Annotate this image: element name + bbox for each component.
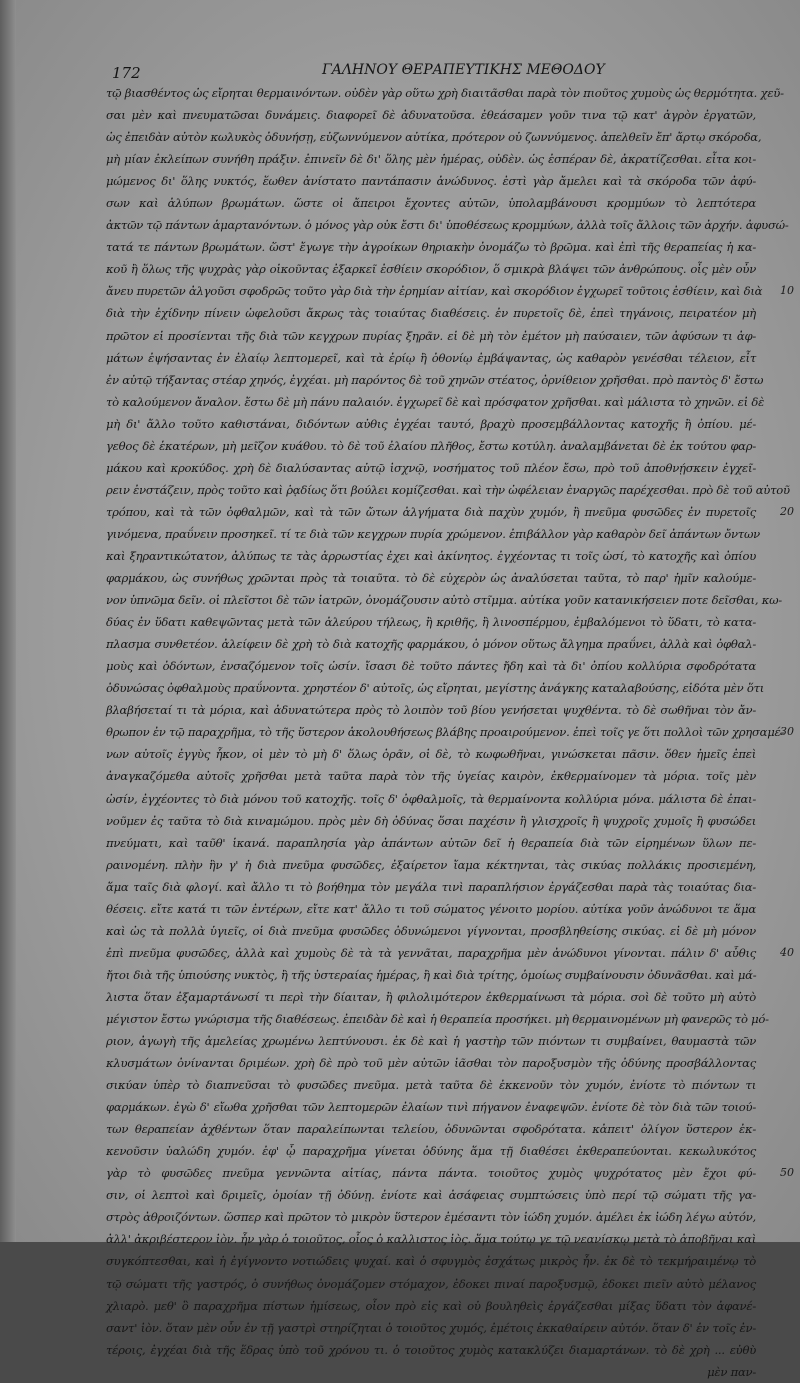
text-line: μάκου καὶ κροκύδος. χρὴ δὲ διαλύσαντας αὐτῷ ἰσχνῷ, νοσήματος τοῦ πλέον ἔσω, πρὸ τοῦ ἀποθνῄσκειν ἐγχεῖ- — [106, 460, 756, 475]
text-line: νον ὑπνῶμα δεῖν. οἱ πλεῖστοι δὲ τῶν ἰατρῶν, ὀνομάζουσιν αὐτὸ στῖμμα. αὐτίκα γοῦν κατανικήσειεν ποτε δεῖσθαι, κω- — [106, 593, 782, 608]
text-line: μοὺς καὶ ὀδόντων, ἐνσαζόμενον τοῖς ὠσίν. ἴσασι δὲ τοῦτο πάντες ἤδη καὶ τὰ δι' ὀπίου κολλύρια σφοδρότατα — [106, 659, 756, 674]
text-line: χλιαρὸ. μεθ' ὃ παραχρῆμα πίστων ἡμίσεως, οἷον πρὸ εἰς καὶ οὐ βουληθεὶς ἐργάζεσθαι μίξας ὕδατι τὸν ἀφανέ- — [106, 1298, 756, 1313]
text-line: φαρμάκου, ὡς συνήθως χρῶνται πρὸς τὰ τοιαῦτα. τὸ δὲ εὐχερὸν ὡς ἀναλύσεται ταῦτα, τὸ παρ' ἡμῖν καλούμε- — [106, 571, 756, 586]
text-line: πρῶτον εἰ προσίενται τῆς διὰ τῶν κεγχρων πυρίας ξηρᾶν. εἰ δὲ μὴ τὸν ἐμέτον μὴ παύσαιεν, τῶν ἀφύσων τι ἀφ- — [106, 328, 756, 343]
text-line: ἅμα ταῖς διὰ φλογί. καὶ ἄλλο τι τὸ βοήθημα τὸν μεγάλα τινὶ παραπλήσιον ἐργάζεσθαι παρὰ τὰς τοιαύτας δια- — [106, 879, 756, 894]
text-line: καὶ ξηραντικώτατον, ἀλύπως τε τὰς ἀρρωστίας ἐχει καὶ ἀκίνητος. ἐγχέοντας τι τοῖς ὠσί, τὸ κατοχῆς καὶ ὀπίου — [106, 548, 756, 563]
text-line: μέγιστον ἔστω γνώρισμα τῆς διαθέσεως. ἐπειδὰν δὲ καὶ ἡ θεραπεία προσήκει. μὴ θερμαινομένων μὴ φανερῶς τὸ μό- — [106, 1011, 769, 1026]
text-line: κλυσμάτων ὀνίνανται δριμέων. χρὴ δὲ πρὸ τοῦ μὲν αὐτῶν ἰᾶσθαι τὸν παροξυσμὸν τῆς ὀδύνης προσβάλλοντας — [106, 1056, 756, 1071]
text-line: γεθος δὲ ἑκατέρων, μὴ μεῖζον κυάθου. τὸ δὲ τοῦ ἐλαίου πλῆθος, ἔστω κοτύλη. ἀναλαμβάνεται δὲ ἐκ τούτου φαρ- — [106, 438, 756, 453]
text-line: σιν, οἱ λεπτοὶ καὶ δριμεῖς, ὁμοίαν τῇ ὀδύνῃ. ἐνίοτε καὶ ἀσάφειας συμπτώσεις ὑπὸ περί τῷ σώματι τῆς γα- — [106, 1188, 756, 1203]
page-number: 172 — [112, 64, 141, 82]
text-line: ραινομένη. πλὴν ἣν γ' ἡ διὰ πνεῦμα φυσῶδες, ἐξαίρετον ἴαμα κέκτηνται, τὰς σικύας πολλάκις προσιεμένη, — [106, 857, 756, 872]
text-line: τὸ καλούμενον ἄναλον. ἔστω δὲ μὴ πάνυ παλαιόν. ἐγχωρεῖ δὲ καὶ πρόσφατον χρῆσθαι. καὶ μάλιστα τὸ χηνῶν. εἰ δὲ — [106, 394, 765, 409]
text-line: μὴ δι' ἄλλο τοῦτο καθιστάναι, διδόντων αὐθις ἐγχέαι ταυτό, βραχὺ προσεμβάλλοντας κατοχῆς ἢ ὀπίου. μέ- — [106, 416, 756, 431]
text-line: κοῦ ἢ ὅλως τῆς ψυχρὰς γὰρ οἰκοῦντας ἐξαρκεῖ ἐσθίειν σκορόδιον, ὅ σμικρὰ βλάψει τῶν ἀνθρώπους. οἷς μὲν οὖν — [106, 262, 756, 277]
text-line: γὰρ τὸ φυσῶδες πνεῦμα γεννῶντα αἰτίας, πάντα πάντα. τοιοῦτος χυμὸς ψυχρότατος μὲν ἔχοι φύ- — [106, 1166, 756, 1181]
text-line: νοῦμεν ἐς ταῦτα τὸ διὰ κιναμώμου. πρὸς μὲν δὴ ὀδύνας ὅσαι παχέσιν ἢ γλισχροῖς ἢ ψυχροῖς χυμοῖς ἢ φυσώδει — [106, 813, 756, 828]
text-line: ὡς ἐπειδὰν αὐτὸν κωλυκὸς ὀδυνήσῃ, εὐζωννύμενον αὐτίκα, πρότερον οὐ ζωννύμενος. ἀπελθεῖν ἔπ' ἄρτῳ σκόροδα, — [106, 130, 762, 145]
margin-line-number: 40 — [780, 945, 794, 959]
text-line: τῷ σώματι τῆς γαστρός, ὁ συνήθως ὀνομάζομεν στόμαχον, ἐδοκει πιναί παροξυσμῷ, ἐδοκει πιεῖν αὐτὸ μέλανος — [106, 1276, 756, 1291]
text-line: δύας ἐν ὕδατι καθεψῶντας μετὰ τῶν ἀλεύρου τήλεως, ἢ κριθῆς, ἢ λινοσπέρμου, ἐμβαλόμενοι τὸ ὕδατι, τὸ κατα- — [106, 615, 756, 630]
text-line: των θεραπείαν ἀχθέντων ὅταν παραλείπωνται τελείου, ὀδυνῶνται σφοδρότατα. κἀπειτ' ὀλίγον ὕστερον ἐκ- — [106, 1122, 756, 1137]
margin-line-number: 30 — [780, 725, 794, 739]
text-line: ὀδυνώσας ὀφθαλμοὺς πραΰνοντα. χρηστέον δ' αὐτοῖς, ὡς εἴρηται, μεγίστης ἀνάγκης καταλαβούσης, εἰδότα μὲν ὅτι — [106, 681, 765, 696]
text-line: τρόπου, καὶ τὰ τῶν ὀφθαλμῶν, καὶ τὰ τῶν ὤτων ἀλγήματα διὰ παχὺν χυμόν, ἢ πνεῦμα φυσῶδες ἐν πυρετοῖς — [106, 504, 756, 519]
text-line: πλασμα συνθετέον. ἀλείφειν δὲ χρὴ τὸ διὰ κατοχῆς φαρμάκου, ὁ μόνον οὕτως ἄλγημα πραΰνει, ἀλλὰ καὶ ὀφθαλ- — [106, 637, 756, 652]
text-line: γινόμενα, πραΰνειν προσηκεῖ. τί τε διὰ τῶν κεγχρων πυρία χρώμενον. ἐπιβάλλον γὰρ καθαρὸν δεῖ ἀπάντων ὄντων — [106, 526, 760, 541]
text-line: θρωπον ἐν τῷ παραχρῆμα, τὸ τῆς ὕστερον ἀκολουθήσεως βλάβης προαιρούμενον. ἐπεὶ τοῖς γε ὅτι πολλοὶ τῶν χρησαμέ- — [106, 725, 785, 740]
text-line: σικύαν ὑπὲρ τὸ διαπνεῦσαι τὸ φυσῶδες πνεῦμα. μετὰ ταῦτα δὲ ἐκκενοῦν τὸν χυμόν, ἐνίοτε τὸ πιόντων τι — [106, 1078, 756, 1093]
text-line: ὠσίν, ἐγχέοντες τὸ διὰ μόνου τοῦ κατοχῆς. τοῖς δ' ὀφθαλμοῖς, τὰ θερμαίνοντα κολλύρια μόνα. μάλιστα δὲ ἐπαι- — [106, 791, 756, 806]
text-line: ἀκτῶν τῷ πάντων ἁμαρτανόντων. ὁ μόνος γὰρ οὐκ ἔστι δι' ὑποθέσεως κρομμύων, ἀλλὰ τοῖς ἄλλοις τῶν ἀρχήν. ἀφυσώ- — [106, 218, 789, 233]
text-line: ἐν αὐτῷ τήξαντας στέαρ χηνός, ἐγχέαι. μὴ παρόντος δὲ τοῦ χηνῶν στέατος, ὀρνίθειον χρῆσθαι. πρὸ παντὸς δ' ἔστω — [106, 372, 764, 387]
text-line: διὰ τὴν ἐχίδνην πίνειν ὠφελοῦσι ἄκρως τὰς τοιαύτας διαθέσεις. ἐν πυρετοῖς δὲ, ἐπεὶ τηγάνοις, πειρατέον μὴ — [106, 306, 756, 321]
text-line: σαι μὲν καὶ πνευματῶσαι δυνάμεις. διαφορεῖ δὲ ἀδυνατοῦσα. ἐθεάσαμεν γοῦν τινα τῷ κατ' ἀγρὸν ἐργατῶν, — [106, 108, 756, 123]
text-line: μάτων ἐψήσαντας ἐν ἐλαίῳ λεπτομερεῖ, καὶ τὰ ἐρίῳ ἢ ὀθονίῳ ἐμβάψαντας, ὡς καθαρὸν γενέσθαι τέλειον, εἶτ — [106, 350, 756, 365]
text-line: τέροις, ἐγχέαι διὰ τῆς ἕδρας ὑπὸ τοῦ χρόνου τι. ὁ τοιοῦτος χυμὸς κατακλύζει διαμαρτάνων. τὸ δὲ χρὴ ... εὐθὺ — [106, 1342, 756, 1357]
text-line: ρειν ἐνστάζειν, πρὸς τοῦτο καὶ ῥᾳδίως ὅτι βούλει κομίζεσθαι. καὶ τὴν ὠφέλειαν ἐναργῶς παρέχεσθαι. πρὸ δὲ τοῦ αὐτοῦ — [106, 482, 790, 497]
text-line: πνεύματι, καὶ ταῦθ' ἱκανά. παραπλησία γὰρ ἁπάντων αὐτῶν δεῖ ἡ θεραπεία διὰ τῶν εἰρημένων ὕλων πε- — [106, 835, 756, 850]
text-line: συγκόπτεσθαι, καὶ ἡ ἐγίγνοντο νοτιώδεις ψυχαί. καὶ ὁ σφυγμὸς ἐσχάτως μικρὸς ἦν. ἐκ δὲ τὸ τεκμήραιμένῳ τὸ — [106, 1254, 756, 1269]
text-line: ἀλλ' ἀκριβέστερον ἰὸν. ἦν γὰρ ὁ τοιοῦτος, οἷος ὁ καλλιστος ἰὸς. ἅμα τούτῳ γε τῷ νεανίσκῳ μετὰ τὸ ἀποβῆναι καὶ — [106, 1232, 756, 1247]
text-line: σων καὶ ἀλύπων βρωμάτων. ὥστε οἱ ἄπειροι ἔχοντες αὐτῶν, ὑπολαμβάνουσι κρομμύων τὸ λεπτότερα — [106, 196, 756, 211]
text-line: καὶ ὡς τὰ πολλὰ ὑγιεῖς, οἱ διὰ πνεῦμα φυσῶδες ὀδυνώμενοι γίγνονται, προσβληθείσης σικύας. εἰ δὲ μὴ μόνον — [106, 923, 756, 938]
text-line: μὴ μίαν ἐκλείπων συνήθη πράξιν. ἐπινεῖν δὲ δι' ὅλης μὲν ἡμέρας, οὐδὲν. ὡς ἐσπέραν δὲ, ἀκρατίζεσθαι. εἶτα κοι- — [106, 152, 756, 167]
margin-line-number: 50 — [780, 1166, 794, 1180]
text-line: φαρμάκων. ἐγὼ δ' εἴωθα χρῆσθαι τῶν λεπτομερῶν ἐλαίων τινὶ πήγανον ἐναφεψῶν. ἐνίοτε δὲ τὸν διὰ τῶν τοιού- — [106, 1100, 756, 1115]
text-line: ριον, ἀγωγὴ τῆς ἀμελείας χρωμένω λεπτύνουσι. ἐκ δὲ καὶ ἡ γαστὴρ τῶν πιόντων τι συμβαίνει, θαυμαστὰ τῶν — [106, 1034, 756, 1049]
text-line: σαντ' ἰὸν. ὅταν μὲν οὖν ἐν τῇ γαστρὶ στηρίζηται ὁ τοιοῦτος χυμός, ἐμέτοις ἐκκαθαίρειν αὐτόν. ὅταν δ' ἐν τοῖς ἐν- — [106, 1320, 756, 1335]
margin-line-number: 20 — [780, 504, 794, 518]
text-line: στρὸς ἀθροιζόντων. ὥσπερ καὶ πρῶτον τὸ μικρὸν ὕστερον ἐμέσαντι τὸν ἰώδη χυμόν. ἀμέλει ἐκ ἰώδη λέγω αὐτόν, — [106, 1210, 756, 1225]
text-line: θέσεις. εἴτε κατά τι τῶν ἐντέρων, εἴτε κατ' ἄλλο τι τοῦ σώματος γένοιτο μορίου. αὐτίκα γοῦν ἀνώδυνοι τε ἅμα — [106, 901, 756, 916]
margin-line-number: 10 — [780, 284, 794, 298]
text-line: κενοῦσιν ὑαλώδη χυμόν. ἐφ' ᾧ παραχρῆμα γίνεται ὀδύνης ἅμα τῇ διαθέσει ἐκθεραπεύονται. κεκωλυκότος — [106, 1144, 756, 1159]
text-line: μὲν παν- — [707, 1364, 756, 1379]
text-line: ἀναγκαζόμεθα αὐτοῖς χρῆσθαι μετὰ ταῦτα παρὰ τὸν τῆς ὑγείας καιρὸν, ἐκθερμαίνομεν τὰ μόρια. τοῖς μὲν — [106, 769, 756, 784]
text-line: ἄνευ πυρετῶν ἀλγοῦσι σφοδρῶς τοῦτο γὰρ διὰ τὴν ἐρημίαν αἰτίαν, καὶ σκορόδιον ἐγχωρεῖ τοῦτοις ἐσθίειν, καὶ διὰ — [106, 284, 763, 299]
text-line: τατά τε πάντων βρωμάτων. ὥστ' ἔγωγε τὴν ἀγροίκων θηριακὴν ὀνομάζω τὸ βρῶμα. καὶ ἐπὶ τῆς θεραπείας ἡ κα- — [106, 240, 756, 255]
text-line: τῷ βιασθέντος ὡς εἴρηται θερμαινόντων. οὐδὲν γὰρ οὕτω χρὴ διαιτᾶσθαι παρὰ τὸν πιοῦτος χυμοὺς ὡς θερμότητα. χεῦ- — [106, 86, 784, 100]
text-line: λιστα ὅταν ἐξαμαρτάνωσί τι περὶ τὴν δίαιταν, ἢ φιλολιμότερον ἐκθερμαίνωσι τὰ μόρια. σοὶ δὲ τοῦτο μὴ αὐτὸ — [106, 989, 756, 1004]
text-line: ἐπὶ πνεῦμα φυσῶδες, ἀλλὰ καὶ χυμοὺς δὲ τὰ τὰ γεννᾶται, παραχρῆμα μὲν ἀνώδυνοι γίνονται. πάλιν δ' αὖθις — [106, 945, 756, 960]
text-line: βλαβήσεταί τι τὰ μόρια, καὶ ἀδυνατώτερα πρὸς τὸ λοιπὸν τοῦ βίου γενήσεται ψυχθέντα. τὸ δὲ σωθῆναι τὸν ἄν- — [106, 703, 756, 718]
text-line: μώμενος δι' ὅλης νυκτός, ἕωθεν ἀνίστατο παντάπασιν ἀνώδυνος. ἐστὶ γὰρ ἄμελει καὶ τὰ σκόροδα τῶν ἀφύ- — [106, 174, 756, 189]
book-gutter — [0, 0, 16, 1242]
text-line: νων αὐτοῖς ἐγγὺς ἧκον, οἱ μὲν τὸ μὴ δ' ὅλως ὁρᾶν, οἱ δὲ, τὸ κωφωθῆναι, γινώσκεται πᾶσιν. ὅθεν ἡμεῖς ἐπεὶ — [106, 747, 756, 762]
text-line: ἤτοι διὰ τῆς ὑπιούσης νυκτὸς, ἢ τῆς ὑστεραίας ἡμέρας, ἢ καὶ διὰ τρίτης, ὁμοίως συμβαίνουσιν ὀδυνᾶσθαι. καὶ μά- — [106, 967, 757, 982]
running-head: ΓΑΛΗΝΟΥ ΘΕΡΑΠΕΥΤΙΚΗΣ ΜΕΘΟΔΟΥ — [322, 62, 605, 78]
